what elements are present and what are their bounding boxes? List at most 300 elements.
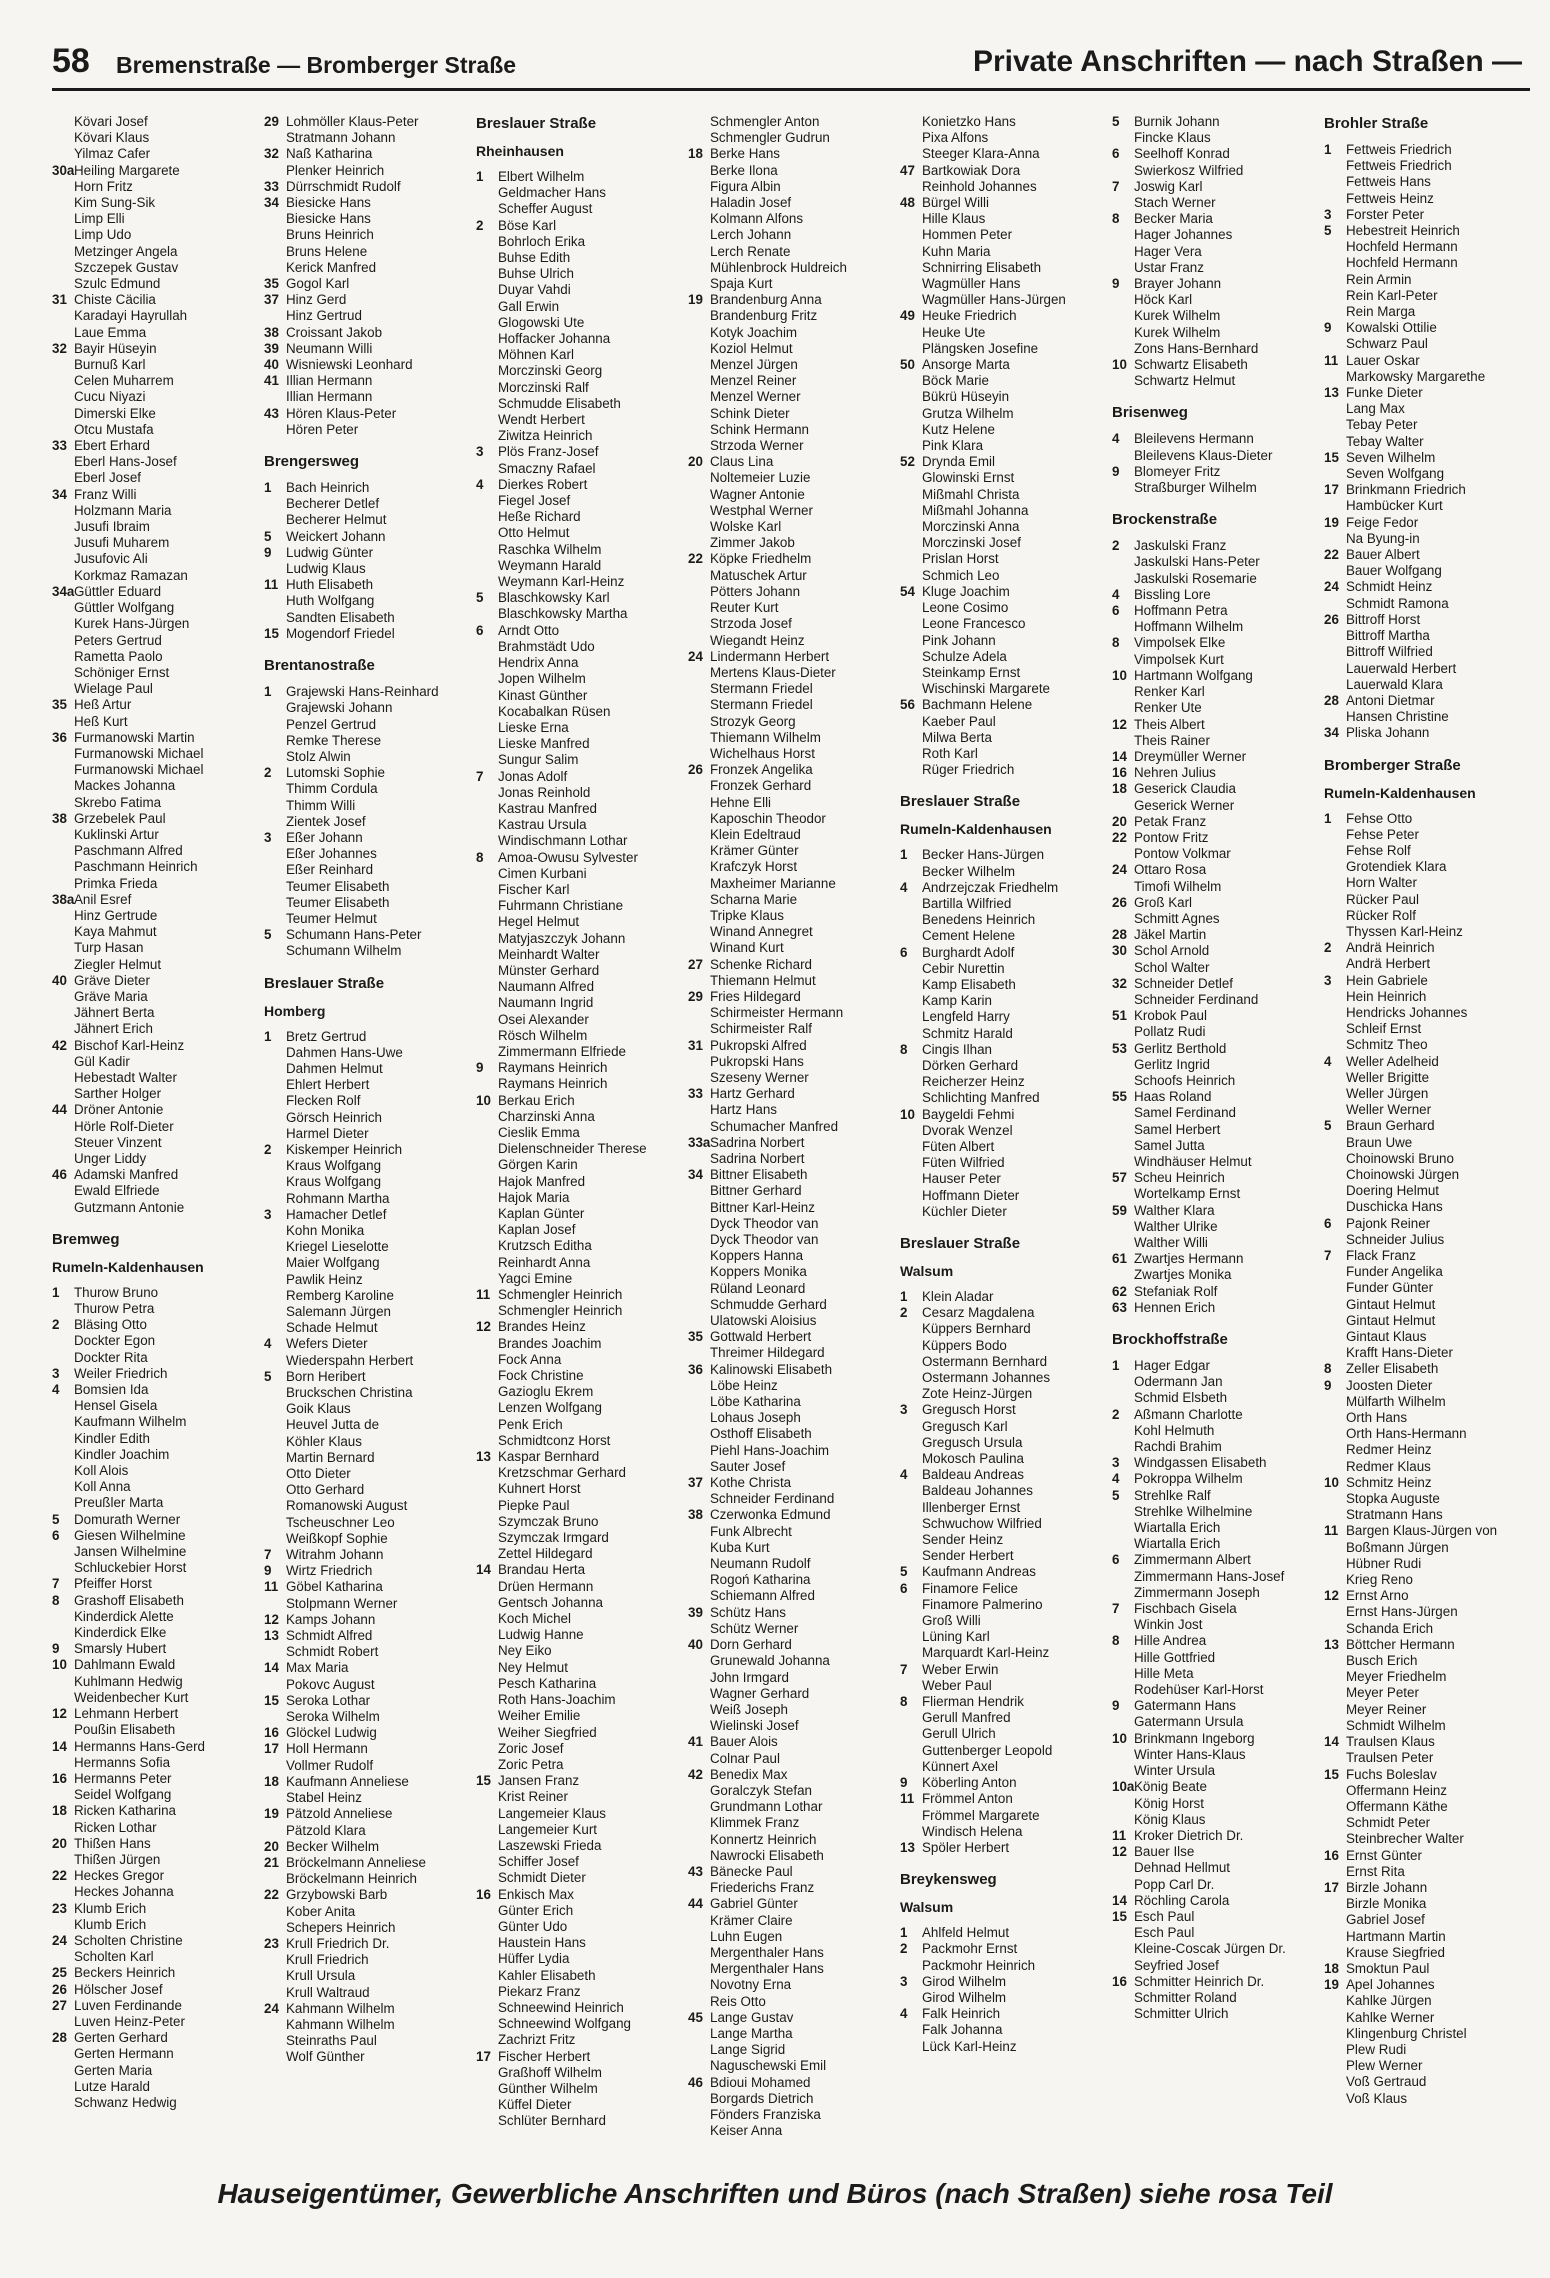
resident-name: Bruns Helene	[286, 243, 368, 259]
resident-entry	[52, 924, 252, 940]
resident-entry	[688, 2058, 888, 2074]
street-heading: Brisenweg	[1112, 404, 1188, 422]
resident-entry	[1112, 1958, 1312, 1974]
resident-name: Schade Helmut	[286, 1320, 378, 1336]
house-number: 4	[1112, 1471, 1120, 1487]
resident-name: Fettweis Hans	[1346, 174, 1431, 190]
resident-name: Höck Karl	[1134, 292, 1193, 308]
resident-name: Biesicke Hans	[286, 211, 371, 227]
resident-name: Yilmaz Cafer	[74, 146, 151, 162]
resident-entry	[1112, 862, 1312, 878]
resident-name: Gintaut Helmut	[1346, 1312, 1436, 1328]
resident-entry	[1324, 450, 1524, 466]
resident-name: Naß Katharina	[286, 146, 373, 162]
resident-entry	[1112, 571, 1312, 587]
resident-entry	[1112, 1520, 1312, 1536]
resident-entry	[900, 1824, 1100, 1840]
house-number: 10a	[1112, 1779, 1135, 1795]
resident-name: Kim Sung-Sik	[74, 195, 156, 211]
resident-entry	[52, 2095, 252, 2111]
resident-entry	[52, 1852, 252, 1868]
resident-entry	[900, 746, 1100, 762]
resident-entry	[264, 1239, 464, 1255]
resident-entry	[1324, 239, 1524, 255]
resident-entry	[688, 633, 888, 649]
resident-name: Smoktun Paul	[1346, 1960, 1430, 1976]
resident-entry	[1324, 1685, 1524, 1701]
resident-entry	[688, 438, 888, 454]
resident-entry	[900, 584, 1100, 600]
resident-entry	[476, 1255, 676, 1271]
resident-entry	[52, 746, 252, 762]
resident-entry	[264, 1126, 464, 1142]
resident-entry	[688, 1329, 888, 1345]
resident-name: Hermanns Hans-Gerd	[74, 1738, 205, 1754]
resident-name: Seroka Wilhelm	[286, 1709, 380, 1725]
resident-entry	[688, 2042, 888, 2058]
resident-name: Heuke Ute	[922, 324, 986, 340]
resident-entry	[900, 1925, 1100, 1941]
resident-entry	[476, 639, 676, 655]
resident-entry	[900, 1171, 1100, 1187]
resident-entry	[52, 1200, 252, 1216]
resident-name: Otto Gerhard	[286, 1482, 365, 1498]
street-heading: Breslauer Straße	[476, 115, 597, 132]
resident-name: Klein Edeltraud	[710, 826, 801, 842]
resident-name: Rücker Rolf	[1346, 907, 1416, 923]
resident-name: Dürrschmidt Rudolf	[286, 178, 401, 194]
resident-name: Heß Artur	[74, 697, 132, 713]
resident-entry	[52, 422, 252, 438]
resident-name: Roth Hans-Joachim	[498, 1692, 616, 1708]
resident-entry	[688, 1248, 888, 1264]
resident-name: Kaspar Bernhard	[498, 1449, 600, 1465]
house-number: 24	[264, 2000, 279, 2016]
resident-name: Feige Fedor	[1346, 514, 1419, 530]
resident-entry	[264, 480, 464, 496]
resident-name: Funke Dieter	[1346, 385, 1423, 401]
resident-name: Thimm Cordula	[286, 781, 378, 797]
resident-name: Gerten Hermann	[74, 2046, 174, 2062]
resident-name: Hajok Manfred	[498, 1173, 586, 1189]
house-number: 23	[52, 1900, 67, 1916]
resident-name: Lüning Karl	[922, 1629, 990, 1645]
resident-entry	[476, 1384, 676, 1400]
resident-name: Schwartz Helmut	[1134, 373, 1236, 389]
resident-name: Morczinski Josef	[922, 535, 1021, 551]
resident-entry	[264, 292, 464, 308]
house-number: 28	[1112, 927, 1127, 943]
resident-name: Kowalski Ottilie	[1346, 320, 1437, 336]
resident-name: Hoffacker Johanna	[498, 331, 611, 347]
house-number: 1	[900, 1289, 908, 1304]
resident-name: Thimm Willi	[286, 797, 356, 813]
resident-entry	[476, 461, 676, 477]
resident-entry	[1324, 2010, 1524, 2026]
resident-name: Horn Walter	[1346, 875, 1417, 891]
resident-entry	[52, 341, 252, 357]
resident-entry	[1112, 603, 1312, 619]
resident-name: Kinderdick Elke	[74, 1625, 167, 1641]
resident-entry	[900, 616, 1100, 632]
resident-name: Lerch Renate	[710, 243, 791, 259]
resident-name: Gerten Maria	[74, 2062, 153, 2078]
resident-entry	[688, 1232, 888, 1248]
resident-name: Rein Armin	[1346, 271, 1412, 287]
resident-name: Vimpolsek Elke	[1134, 635, 1226, 651]
resident-name: Kindler Joachim	[74, 1446, 170, 1462]
house-number: 5	[1324, 223, 1332, 239]
resident-entry	[264, 1061, 464, 1077]
house-number: 7	[1112, 1601, 1120, 1617]
resident-entry	[476, 331, 676, 347]
resident-entry	[52, 1382, 252, 1398]
resident-entry	[688, 1686, 888, 1702]
resident-entry	[900, 714, 1100, 730]
resident-entry	[1324, 1669, 1524, 1685]
resident-entry	[688, 568, 888, 584]
page-title: Bremenstraße — Bromberger Straße	[116, 52, 517, 78]
resident-name: Becherer Detlef	[286, 496, 380, 512]
resident-name: Köhler Klaus	[286, 1433, 362, 1449]
resident-entry	[476, 574, 676, 590]
resident-entry	[1324, 1491, 1524, 1507]
resident-name: Zimmermann Albert	[1134, 1552, 1251, 1568]
resident-name: Weller Brigitte	[1346, 1069, 1430, 1085]
resident-name: Plew Rudi	[1346, 2041, 1407, 2057]
resident-name: Hein Gabriele	[1346, 972, 1428, 988]
resident-name: Gall Erwin	[498, 298, 560, 314]
resident-name: Szymczak Irmgard	[498, 1530, 609, 1546]
resident-entry	[476, 671, 676, 687]
resident-entry	[1324, 531, 1524, 547]
resident-name: Schlichting Manfred	[922, 1090, 1040, 1106]
resident-entry	[1324, 1070, 1524, 1086]
resident-entry	[900, 1662, 1100, 1678]
resident-name: Klumb Erich	[74, 1900, 147, 1916]
resident-name: Weber Erwin	[922, 1661, 999, 1677]
resident-name: Jusufovic Ali	[74, 551, 148, 567]
house-number: 16	[1324, 1847, 1339, 1863]
resident-entry	[264, 2033, 464, 2049]
resident-name: Arndt Otto	[498, 622, 560, 638]
resident-entry	[1324, 1572, 1524, 1588]
resident-entry	[688, 1670, 888, 1686]
house-number: 3	[264, 1206, 272, 1222]
resident-entry	[476, 914, 676, 930]
resident-name: Funk Albrecht	[710, 1523, 792, 1539]
resident-name: Krieg Reno	[1346, 1572, 1413, 1588]
house-number: 20	[1112, 813, 1127, 829]
resident-entry	[52, 1722, 252, 1738]
resident-name: Winand Annegret	[710, 924, 813, 940]
resident-entry	[688, 244, 888, 260]
house-number: 16	[264, 1725, 279, 1741]
resident-name: Illenberger Ernst	[922, 1499, 1021, 1515]
resident-name: Berkau Erich	[498, 1092, 575, 1108]
resident-entry	[52, 649, 252, 665]
resident-entry	[476, 1579, 676, 1595]
resident-entry	[1112, 1569, 1312, 1585]
resident-entry	[1324, 1216, 1524, 1232]
resident-entry	[476, 525, 676, 541]
resident-name: Cebir Nurettin	[922, 960, 1005, 976]
resident-entry	[688, 1977, 888, 1993]
resident-entry	[52, 1771, 252, 1787]
resident-name: Gatermann Ursula	[1134, 1714, 1244, 1730]
resident-name: Böttcher Hermann	[1346, 1636, 1455, 1652]
resident-name: Weiher Emilie	[498, 1708, 581, 1724]
resident-entry	[900, 1500, 1100, 1516]
house-number: 18	[52, 1803, 67, 1819]
resident-name: Füten Wilfried	[922, 1155, 1005, 1171]
resident-name: Birzle Johann	[1346, 1879, 1428, 1895]
resident-entry	[1112, 244, 1312, 260]
resident-name: Martin Bernard	[286, 1449, 375, 1465]
resident-entry	[476, 752, 676, 768]
directory-column-4	[688, 114, 888, 2139]
resident-entry	[688, 503, 888, 519]
resident-name: Plenker Heinrich	[286, 162, 385, 178]
district-heading: Rumeln-Kaldenhausen	[900, 821, 1052, 838]
resident-entry	[476, 1400, 676, 1416]
resident-entry	[476, 1514, 676, 1530]
resident-name: Gintaut Klaus	[1346, 1329, 1427, 1345]
resident-name: Theis Rainer	[1134, 732, 1210, 748]
resident-entry	[1324, 1394, 1524, 1410]
resident-name: Küppers Bodo	[922, 1337, 1007, 1353]
resident-entry	[688, 1734, 888, 1750]
resident-entry	[1112, 749, 1312, 765]
resident-entry	[52, 1447, 252, 1463]
resident-name: Turp Hasan	[74, 940, 144, 956]
resident-name: Grundmann Lothar	[710, 1799, 823, 1815]
resident-entry	[688, 1864, 888, 1880]
resident-name: Amoa-Owusu Sylvester	[498, 849, 638, 865]
resident-entry	[476, 2081, 676, 2097]
resident-entry	[688, 114, 888, 130]
resident-entry	[52, 859, 252, 875]
resident-name: Osthoff Elisabeth	[710, 1426, 812, 1442]
resident-entry	[1112, 1024, 1312, 1040]
resident-entry	[900, 227, 1100, 243]
resident-name: Heiling Margarete	[74, 162, 180, 178]
resident-entry	[1112, 1267, 1312, 1283]
resident-name: Kiskemper Heinrich	[286, 1141, 403, 1157]
resident-entry	[688, 778, 888, 794]
house-number: 44	[688, 1896, 703, 1912]
resident-entry	[688, 1119, 888, 1135]
resident-name: Born Heribert	[286, 1368, 366, 1384]
resident-entry	[1112, 652, 1312, 668]
resident-name: Meyer Friedhelm	[1346, 1669, 1447, 1685]
resident-entry	[52, 795, 252, 811]
resident-entry	[476, 315, 676, 331]
resident-entry	[1324, 2091, 1524, 2107]
resident-entry	[1324, 1086, 1524, 1102]
resident-entry	[1324, 1345, 1524, 1361]
resident-entry	[1324, 1912, 1524, 1928]
resident-entry	[1112, 684, 1312, 700]
resident-name: Schmidt Wilhelm	[1346, 1717, 1446, 1733]
resident-entry	[688, 227, 888, 243]
house-number: 40	[688, 1637, 703, 1653]
resident-entry	[52, 1366, 252, 1382]
resident-entry	[52, 551, 252, 567]
resident-entry	[688, 989, 888, 1005]
resident-entry	[1112, 1552, 1312, 1568]
resident-entry	[688, 2123, 888, 2139]
resident-entry	[476, 1044, 676, 1060]
resident-name: Pukropski Hans	[710, 1053, 804, 1069]
resident-entry	[688, 1410, 888, 1426]
resident-name: Kocabalkan Rüsen	[498, 703, 611, 719]
resident-name: Hille Klaus	[922, 211, 986, 227]
resident-name: Koppers Hanna	[710, 1248, 804, 1264]
resident-name: Choinowski Bruno	[1346, 1150, 1454, 1166]
resident-name: Dreymüller Werner	[1134, 748, 1247, 764]
resident-entry	[476, 396, 676, 412]
resident-name: Rüger Friedrich	[922, 762, 1015, 778]
resident-entry	[900, 1694, 1100, 1710]
resident-name: Gerlitz Berthold	[1134, 1040, 1227, 1056]
resident-entry	[1112, 846, 1312, 862]
resident-name: Kriegel Lieselotte	[286, 1239, 389, 1255]
resident-name: Samel Herbert	[1134, 1121, 1221, 1137]
house-number: 3	[900, 1402, 908, 1418]
resident-name: Steinraths Paul	[286, 2033, 377, 2049]
street-heading: Brengersweg	[264, 453, 360, 471]
resident-name: Ernst Arno	[1346, 1588, 1409, 1604]
resident-name: Furmanowski Martin	[74, 729, 195, 745]
resident-entry	[688, 1556, 888, 1572]
resident-name: Haladin Josef	[710, 195, 792, 211]
resident-entry	[476, 1562, 676, 1578]
resident-entry	[264, 163, 464, 179]
resident-name: Meinhardt Walter	[498, 946, 600, 962]
resident-name: Kolmann Alfons	[710, 211, 804, 227]
house-number: 1	[1324, 142, 1332, 157]
district-heading: Rumeln-Kaldenhausen	[52, 1258, 204, 1275]
resident-name: Gräve Dieter	[74, 972, 150, 988]
resident-entry	[1112, 114, 1312, 130]
resident-entry	[1324, 1135, 1524, 1151]
resident-name: Elbert Wilhelm	[498, 169, 585, 184]
resident-name: Kahmann Wilhelm	[286, 2016, 395, 2032]
resident-name: Gentsch Johanna	[498, 1594, 603, 1610]
resident-name: Cucu Niyazi	[74, 389, 146, 405]
resident-name: Klein Aladar	[922, 1289, 994, 1304]
resident-entry	[52, 2046, 252, 2062]
resident-name: Schoofs Heinrich	[1134, 1072, 1236, 1088]
resident-entry	[476, 1206, 676, 1222]
resident-entry	[264, 1482, 464, 1498]
resident-entry	[1112, 1471, 1312, 1487]
house-number: 32	[52, 340, 67, 356]
resident-entry	[688, 551, 888, 567]
resident-name: Schumann Wilhelm	[286, 943, 402, 959]
resident-entry	[1112, 1105, 1312, 1121]
resident-entry	[476, 1903, 676, 1919]
house-number: 2	[264, 1141, 272, 1157]
resident-name: Köberling Anton	[922, 1775, 1017, 1791]
resident-name: Menzel Reiner	[710, 373, 797, 389]
resident-entry	[688, 1459, 888, 1475]
resident-entry	[264, 227, 464, 243]
house-number: 15	[1324, 449, 1339, 465]
resident-entry	[52, 1021, 252, 1037]
house-number: 22	[688, 551, 703, 567]
resident-entry	[688, 1913, 888, 1929]
house-number: 7	[1324, 1248, 1332, 1263]
resident-name: Cimen Kurbani	[498, 865, 587, 881]
resident-entry	[1112, 538, 1312, 554]
resident-entry	[52, 146, 252, 162]
resident-name: Jopen Wilhelm	[498, 671, 586, 687]
resident-name: Ney Eiko	[498, 1643, 552, 1659]
resident-entry	[52, 325, 252, 341]
resident-name: Bartilla Wilfried	[922, 895, 1012, 911]
resident-entry	[1324, 612, 1524, 628]
resident-name: Kahmann Wilhelm	[286, 2000, 395, 2016]
resident-name: Göbel Katharina	[286, 1579, 383, 1595]
resident-name: Grunewald Johanna	[710, 1653, 830, 1669]
resident-name: Weymann Harald	[498, 557, 602, 573]
resident-name: Zimmer Jakob	[710, 535, 795, 551]
resident-name: Hille Meta	[1134, 1665, 1194, 1681]
street-heading: Brohler Straße	[1324, 115, 1429, 132]
resident-entry	[900, 961, 1100, 977]
resident-name: Weiler Friedrich	[74, 1365, 168, 1381]
resident-entry	[688, 1929, 888, 1945]
resident-name: Schulze Adela	[922, 648, 1007, 664]
resident-entry	[1324, 1442, 1524, 1458]
resident-entry	[476, 688, 676, 704]
resident-entry	[1324, 677, 1524, 693]
resident-name: Wischinski Margarete	[922, 681, 1050, 697]
resident-name: Brandenburg Fritz	[710, 308, 818, 324]
resident-entry	[52, 1463, 252, 1479]
resident-name: Charzinski Anna	[498, 1108, 595, 1124]
resident-name: Baldeau Johannes	[922, 1483, 1033, 1499]
resident-name: Hein Heinrich	[1346, 988, 1427, 1004]
resident-entry	[688, 1945, 888, 1961]
resident-entry	[52, 1739, 252, 1755]
resident-entry	[900, 1726, 1100, 1742]
resident-entry	[476, 1789, 676, 1805]
resident-entry	[1324, 515, 1524, 531]
resident-entry	[52, 1479, 252, 1495]
resident-name: Wiederspahn Herbert	[286, 1352, 414, 1368]
resident-name: Wielinski Josef	[710, 1718, 799, 1734]
resident-entry	[52, 2079, 252, 2095]
house-number: 9	[264, 1563, 272, 1579]
resident-name: Remke Therese	[286, 732, 382, 748]
house-number: 5	[900, 1564, 908, 1580]
resident-entry	[900, 1597, 1100, 1613]
resident-entry	[688, 1767, 888, 1783]
house-number: 14	[1324, 1734, 1339, 1750]
resident-name: Fischer Karl	[498, 881, 570, 897]
resident-name: Raschka Wilhelm	[498, 541, 602, 557]
house-number: 8	[1112, 211, 1120, 227]
resident-entry	[476, 477, 676, 493]
resident-entry	[52, 1135, 252, 1151]
resident-entry	[688, 843, 888, 859]
resident-name: Funder Angelika	[1346, 1264, 1443, 1280]
house-number: 13	[900, 1839, 915, 1855]
resident-name: Peters Gertrud	[74, 632, 162, 648]
